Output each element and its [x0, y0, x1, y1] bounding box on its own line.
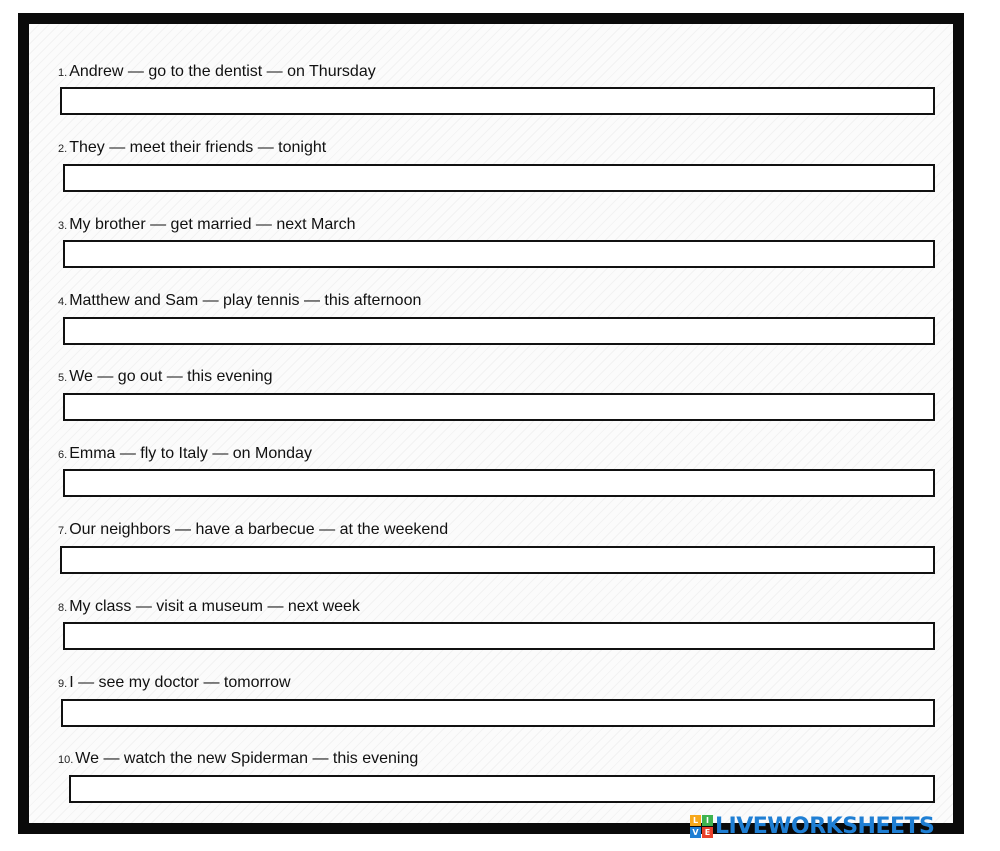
question-number: 5.: [58, 372, 68, 384]
liveworksheets-logo[interactable]: [690, 813, 934, 839]
question-prompt: We — go out — this evening: [69, 368, 273, 385]
question-prompt: We — watch the new Spiderman — this evening: [75, 750, 419, 767]
question-number: 7.: [58, 525, 68, 537]
logo-letter: E: [702, 827, 713, 838]
question-number: 9.: [58, 678, 68, 690]
answer-input-10[interactable]: [69, 775, 935, 803]
question-4: [58, 291, 421, 312]
question-number: 1.: [58, 67, 68, 79]
question-10: [58, 749, 418, 770]
answer-input-5[interactable]: [63, 393, 935, 421]
question-number: 6.: [58, 449, 68, 461]
question-prompt: My class — visit a museum — next week: [69, 598, 360, 615]
answer-input-9[interactable]: [61, 699, 935, 727]
answer-input-4[interactable]: [63, 317, 935, 345]
question-8: [58, 597, 360, 618]
question-6: [58, 444, 312, 465]
question-prompt: Emma — fly to Italy — on Monday: [69, 445, 312, 462]
question-prompt: I — see my doctor — tomorrow: [69, 674, 291, 691]
answer-input-7[interactable]: [60, 546, 935, 574]
question-prompt: They — meet their friends — tonight: [69, 139, 327, 156]
answer-input-1[interactable]: [60, 87, 935, 115]
logo-letter: V: [690, 827, 701, 838]
question-prompt: Matthew and Sam — play tennis — this afternoon: [69, 292, 422, 309]
question-number: 8.: [58, 602, 68, 614]
question-prompt: Our neighbors — have a barbecue — at the weekend: [69, 521, 449, 538]
question-9: [58, 673, 291, 694]
question-5: [58, 367, 273, 388]
answer-input-6[interactable]: [63, 469, 935, 497]
answer-input-8[interactable]: [63, 622, 935, 650]
question-prompt: Andrew — go to the dentist — on Thursday: [69, 63, 376, 80]
logo-letter: L: [690, 815, 701, 826]
question-2: [58, 138, 326, 159]
logo-text: LIVEWORKSHEETS: [715, 813, 935, 839]
answer-input-2[interactable]: [63, 164, 935, 192]
question-7: [58, 520, 448, 541]
question-number: 3.: [58, 220, 68, 232]
answer-input-3[interactable]: [63, 240, 935, 268]
question-3: [58, 215, 356, 236]
question-number: 4.: [58, 296, 68, 308]
question-prompt: My brother — get married — next March: [69, 216, 356, 233]
question-number: 2.: [58, 143, 68, 155]
question-1: [58, 62, 376, 83]
worksheet-frame: [18, 13, 964, 834]
logo-grid-icon: [690, 815, 713, 838]
question-number: 10.: [58, 754, 74, 766]
logo-letter: I: [702, 815, 713, 826]
